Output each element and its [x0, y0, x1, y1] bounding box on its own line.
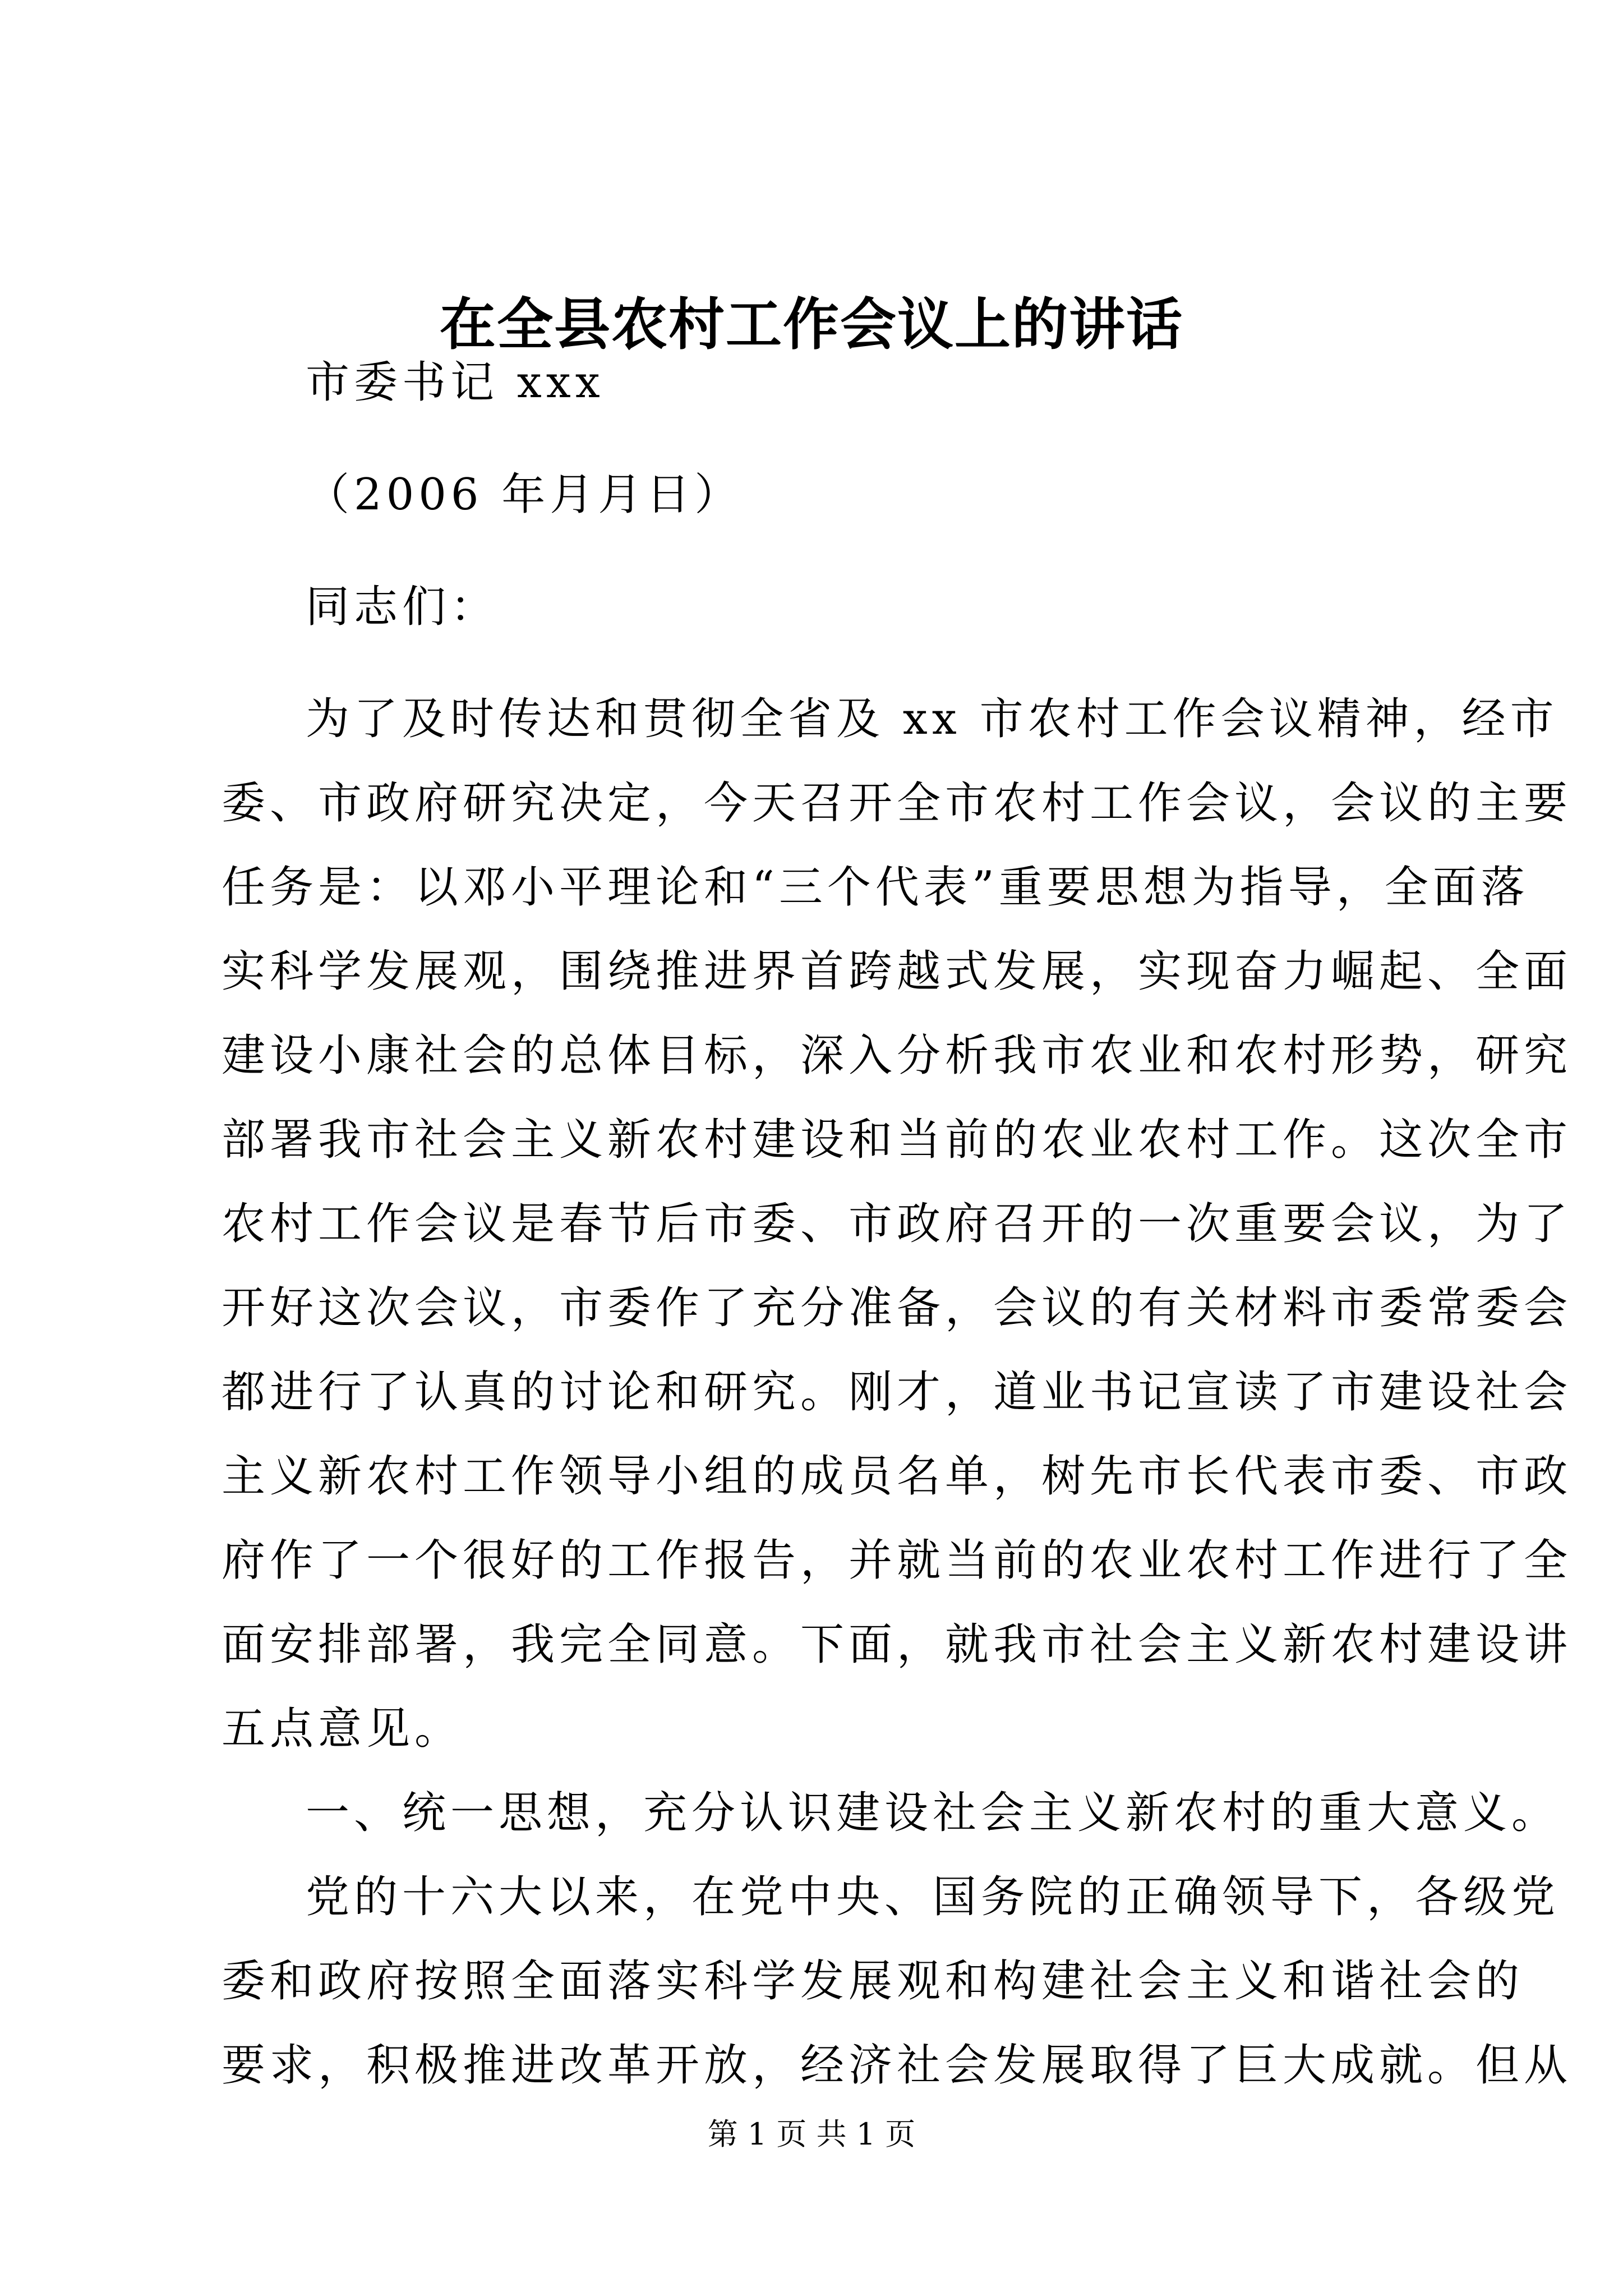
- paragraph-line: 五点意见。: [222, 1704, 463, 1754]
- paragraph-line: 部署我市社会主义新农村建设和当前的农业农村工作。这次全市: [222, 1115, 1573, 1165]
- paragraph-line: 建设小康社会的总体目标，深入分析我市农业和农村形势，研究: [222, 1030, 1573, 1081]
- section-heading: 一、统一思想，充分认识建设社会主义新农村的重大意义。: [306, 1788, 1560, 1838]
- paragraph-line: 农村工作会议是春节后市委、市政府召开的一次重要会议，为了: [222, 1199, 1573, 1249]
- paragraph-line: 府作了一个很好的工作报告，并就当前的农业农村工作进行了全: [222, 1535, 1573, 1586]
- paragraph-line: 为了及时传达和贯彻全省及 xx 市农村工作会议精神，经市: [306, 694, 1559, 744]
- date-line: （2006 年月月日）: [306, 470, 743, 520]
- paragraph-line: 要求，积极推进改革开放，经济社会发展取得了巨大成就。但从: [222, 2040, 1573, 2091]
- paragraph-line: 实科学发展观，围绕推进界首跨越式发展，实现奋力崛起、全面: [222, 946, 1573, 997]
- author-line: 市委书记 xxx: [306, 357, 605, 408]
- paragraph-line: 都进行了认真的讨论和研究。刚才，道业书记宣读了市建设社会: [222, 1367, 1573, 1418]
- paragraph-line: 党的十六大以来，在党中央、国务院的正确领导下，各级党: [306, 1872, 1560, 1922]
- paragraph-line: 主义新农村工作领导小组的成员名单，树先市长代表市委、市政: [222, 1451, 1573, 1502]
- paragraph-line: 任务是：以邓小平理论和“三个代表”重要思想为指导，全面落: [222, 862, 1529, 913]
- paragraph-line: 委、市政府研究决定，今天召开全市农村工作会议，会议的主要: [222, 778, 1573, 829]
- salutation: 同志们：: [306, 582, 499, 632]
- document-title: 在全县农村工作会议上的讲话: [440, 291, 1183, 357]
- page-footer: 第 1 页 共 1 页: [707, 2116, 916, 2152]
- paragraph-line: 委和政府按照全面落实科学发展观和构建社会主义和谐社会的: [222, 1956, 1524, 2007]
- paragraph-line: 面安排部署，我完全同意。下面，就我市社会主义新农村建设讲: [222, 1619, 1573, 1670]
- paragraph-line: 开好这次会议，市委作了充分准备，会议的有关材料市委常委会: [222, 1283, 1573, 1333]
